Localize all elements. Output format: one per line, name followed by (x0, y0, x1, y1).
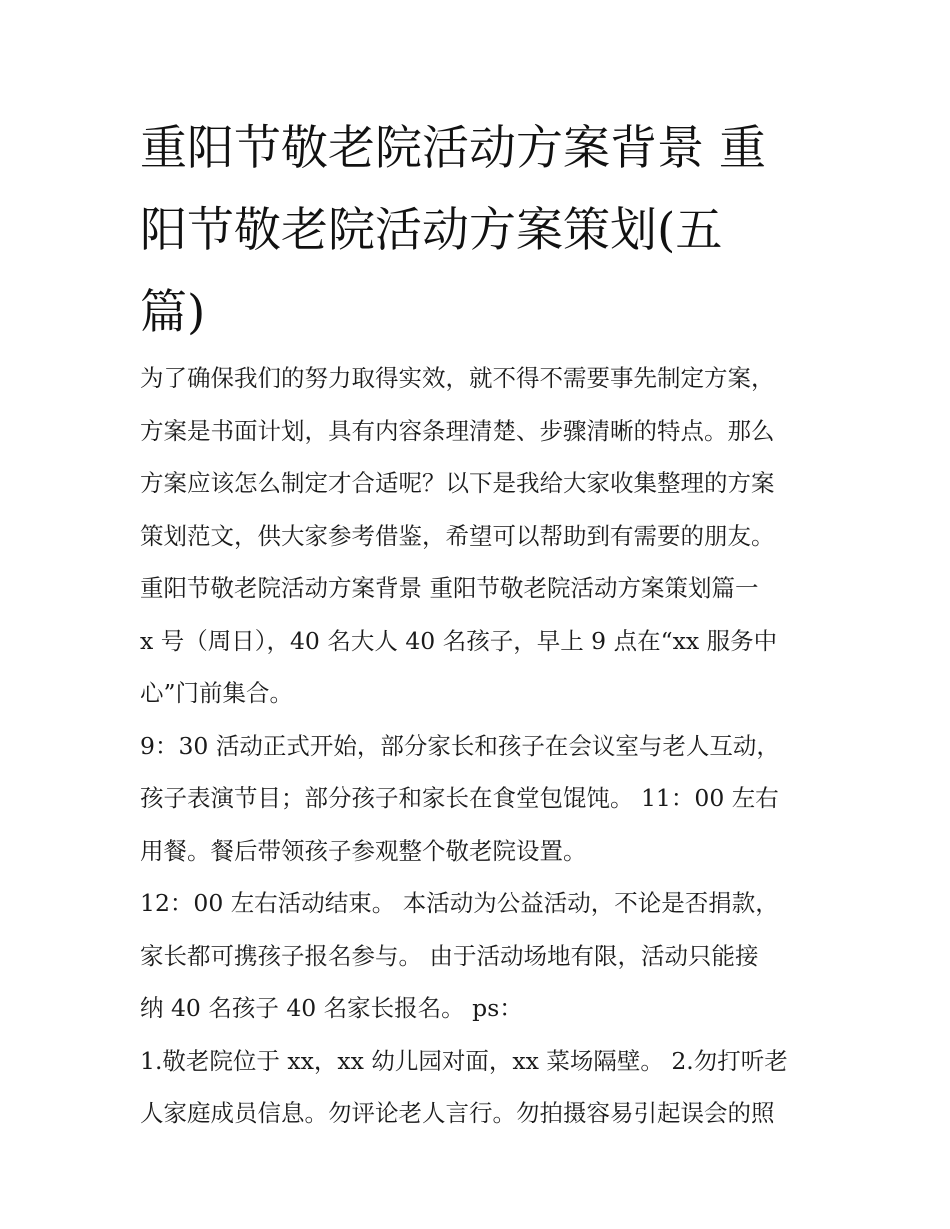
body-line: 方案应该怎么制定才合适呢？以下是我给大家收集整理的方案 (140, 469, 775, 497)
body-line: 12：00 左右活动结束。 本活动为公益活动，不论是否捐款， (140, 889, 779, 917)
body-line: 纳 40 名孩子 40 名家长报名。 ps： (140, 994, 523, 1022)
document-body (140, 352, 820, 1140)
body-line: 用餐。餐后带领孩子参观整个敬老院设置。 (140, 836, 587, 865)
body-line: 策划范文，供大家参考借鉴，希望可以帮助到有需要的朋友。 (140, 521, 775, 550)
title-line: 阳节敬老院活动方案策划(五 (140, 203, 723, 258)
body-line: 为了确保我们的努力取得实效，就不得不需要事先制定方案， (140, 364, 775, 392)
title-line: 重阳节敬老院活动方案背景 重 (140, 121, 766, 176)
body-line: 家长都可携孩子报名参与。 由于活动场地有限，活动只能接 (140, 941, 759, 970)
body-line: 1.敬老院位于 xx，xx 幼儿园对面，xx 菜场隔壁。 2.勿打听老 (140, 1046, 788, 1075)
body-line: 重阳节敬老院活动方案背景 重阳节敬老院活动方案策划篇一 (140, 574, 759, 602)
title-line: 篇) (140, 285, 206, 340)
body-line: 9：30 活动正式开始，部分家长和孩子在会议室与老人互动， (140, 731, 780, 760)
body-line: 人家庭成员信息。勿评论老人言行。勿拍摄容易引起误会的照 (140, 1099, 775, 1127)
document-title (140, 108, 820, 354)
body-line: 方案是书面计划，具有内容条理清楚、步骤清晰的特点。那么 (140, 416, 775, 445)
body-line: x 号（周日），40 名大人 40 名孩子，早上 9 点在“xx 服务中 (140, 626, 778, 655)
body-line: 孩子表演节目；部分孩子和家长在食堂包馄饨。 11：00 左右 (140, 784, 779, 812)
body-line: 心”门前集合。 (140, 679, 294, 707)
